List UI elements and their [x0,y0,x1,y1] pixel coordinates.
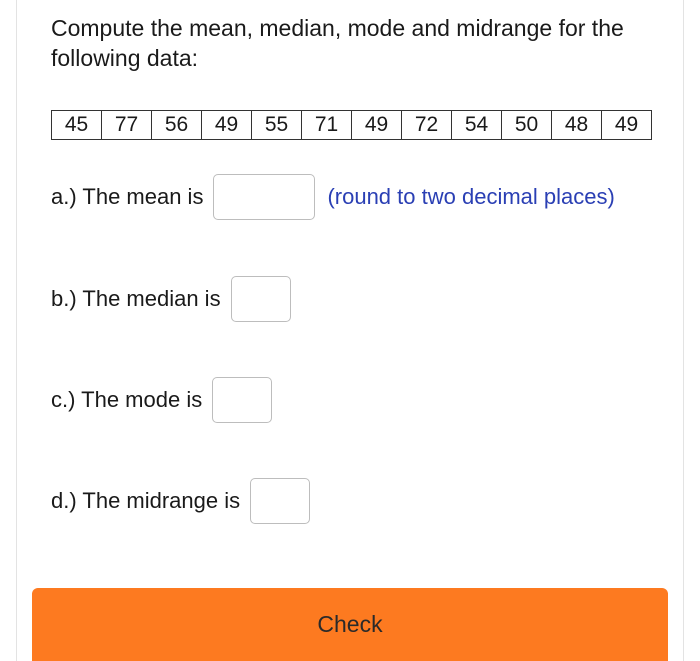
data-cell: 48 [552,111,602,139]
check-button[interactable]: Check [32,588,668,661]
mean-row [51,174,615,220]
data-cell: 56 [152,111,202,139]
data-cell: 77 [102,111,152,139]
median-label: b.) The median is [51,286,221,311]
data-cell: 49 [202,111,252,139]
data-cell: 49 [352,111,402,139]
median-input[interactable] [231,276,291,322]
data-cell: 55 [252,111,302,139]
question-panel [16,0,684,661]
mode-label: c.) The mode is [51,387,203,412]
data-cell: 72 [402,111,452,139]
mean-input[interactable] [213,174,315,220]
data-cell: 49 [614,113,639,136]
mean-label: a.) The mean is [51,184,204,209]
data-table [51,110,652,140]
midrange-label: d.) The midrange is [51,488,241,513]
mode-input[interactable] [212,377,272,423]
mode-row [51,377,272,423]
median-row [51,276,291,322]
question-text: Compute the mean, median, mode and midrange for the following data: [51,15,624,71]
data-cell: 50 [502,111,552,139]
midrange-input[interactable] [250,478,310,524]
data-cell: 45 [52,111,102,139]
mean-rounding-hint: (round to two decimal places) [327,184,615,209]
midrange-row [51,478,310,524]
data-cell: 54 [452,111,502,139]
data-cell: 71 [302,111,352,139]
